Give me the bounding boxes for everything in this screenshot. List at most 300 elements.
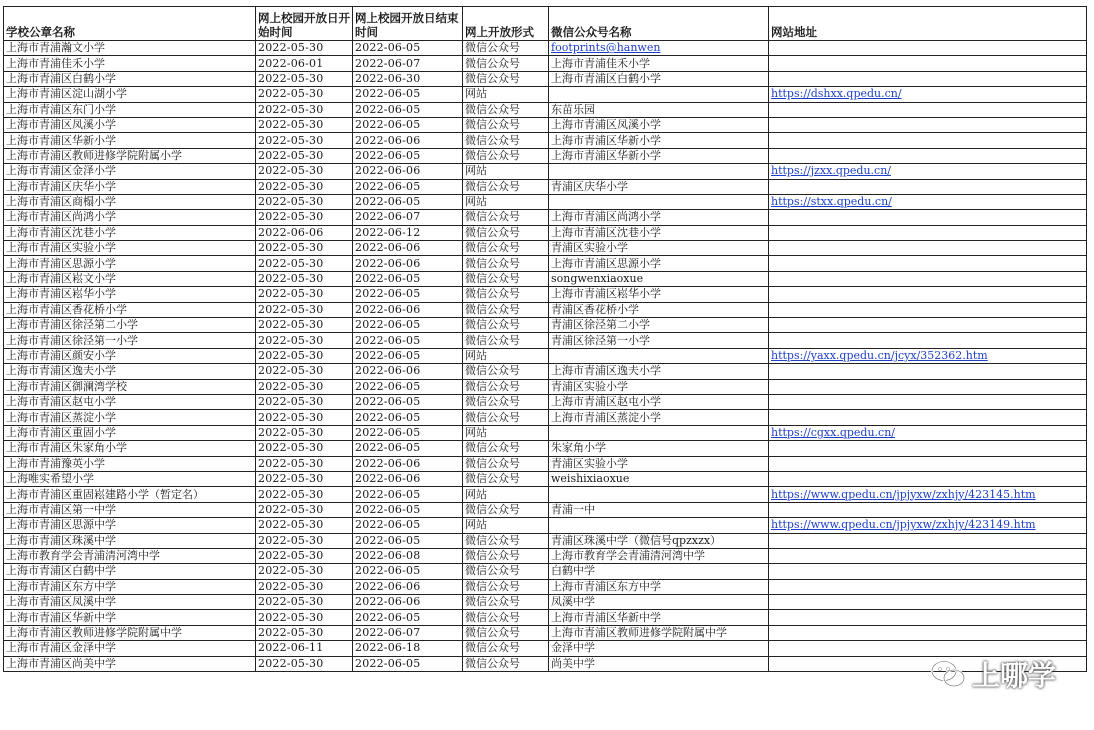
table-row: [4, 425, 1087, 440]
table-row: [4, 318, 1087, 333]
cell-school-name: 上海市青浦区珠溪中学: [4, 533, 256, 548]
cell-start-date: 2022-05-30: [256, 117, 353, 132]
cell-end-date: 2022-06-18: [353, 641, 463, 656]
cell-open-form: 微信公众号: [463, 471, 549, 486]
cell-wechat-name: 上海市教育学会青浦清河湾中学: [549, 548, 769, 563]
cell-open-form: 微信公众号: [463, 256, 549, 271]
cell-open-form: 微信公众号: [463, 271, 549, 286]
cell-start-date: 2022-06-01: [256, 56, 353, 71]
cell-end-date: 2022-06-07: [353, 56, 463, 71]
cell-wechat-name: 青浦区实验小学: [549, 241, 769, 256]
cell-end-date: 2022-06-05: [353, 533, 463, 548]
cell-school-name: 上海市青浦区凤溪小学: [4, 117, 256, 132]
cell-end-date: 2022-06-05: [353, 287, 463, 302]
cell-wechat-name: 青浦区香花桥小学: [549, 302, 769, 317]
table-row: [4, 394, 1087, 409]
cell-start-date: 2022-05-30: [256, 487, 353, 502]
cell-website: [769, 71, 1087, 86]
cell-school-name: 上海市青浦区东门小学: [4, 102, 256, 117]
table-row: [4, 56, 1087, 71]
cell-start-date: 2022-06-11: [256, 641, 353, 656]
cell-school-name: 上海市青浦区庆华小学: [4, 179, 256, 194]
cell-open-form: 微信公众号: [463, 548, 549, 563]
cell-end-date: 2022-06-06: [353, 256, 463, 271]
cell-school-name: 上海市青浦区重固崧建路小学（暂定名）: [4, 487, 256, 502]
header-wechat-name: 微信公众号名称: [549, 7, 769, 41]
cell-wechat-name: [549, 518, 769, 533]
cell-wechat-name: 白鹤中学: [549, 564, 769, 579]
cell-end-date: 2022-06-05: [353, 487, 463, 502]
cell-open-form: 微信公众号: [463, 625, 549, 640]
table-row: [4, 564, 1087, 579]
cell-open-form: 微信公众号: [463, 441, 549, 456]
cell-end-date: 2022-06-05: [353, 148, 463, 163]
cell-start-date: 2022-05-30: [256, 41, 353, 56]
cell-start-date: 2022-05-30: [256, 318, 353, 333]
cell-wechat-name: 青浦区徐泾第二小学: [549, 318, 769, 333]
cell-end-date: 2022-06-05: [353, 610, 463, 625]
cell-open-form: 网站: [463, 487, 549, 502]
cell-website: [769, 487, 1087, 502]
header-school-name: 学校公章名称: [4, 7, 256, 41]
table-row: [4, 87, 1087, 102]
cell-start-date: 2022-05-30: [256, 256, 353, 271]
cell-website: [769, 302, 1087, 317]
cell-end-date: 2022-06-06: [353, 364, 463, 379]
cell-end-date: 2022-06-05: [353, 41, 463, 56]
cell-start-date: 2022-05-30: [256, 579, 353, 594]
cell-start-date: 2022-05-30: [256, 410, 353, 425]
cell-end-date: 2022-06-30: [353, 71, 463, 86]
header-end-date: 网上校园开放日结束时间: [353, 7, 463, 41]
table-row: [4, 271, 1087, 286]
cell-school-name: 上海市青浦区商榻小学: [4, 194, 256, 209]
cell-school-name: 上海市青浦区实验小学: [4, 241, 256, 256]
cell-website: [769, 102, 1087, 117]
cell-school-name: 上海市青浦区思源中学: [4, 518, 256, 533]
cell-wechat-name: 东苗乐园: [549, 102, 769, 117]
cell-start-date: 2022-05-30: [256, 179, 353, 194]
cell-end-date: 2022-06-06: [353, 595, 463, 610]
cell-school-name: 上海市青浦区金泽中学: [4, 641, 256, 656]
cell-end-date: 2022-06-07: [353, 210, 463, 225]
cell-start-date: 2022-05-30: [256, 302, 353, 317]
cell-open-form: 网站: [463, 194, 549, 209]
cell-school-name: 上海市青浦瀚文小学: [4, 41, 256, 56]
cell-start-date: 2022-05-30: [256, 87, 353, 102]
cell-start-date: 2022-05-30: [256, 164, 353, 179]
cell-start-date: 2022-05-30: [256, 271, 353, 286]
cell-wechat-name: 上海市青浦区白鹤小学: [549, 71, 769, 86]
table-row: [4, 595, 1087, 610]
table-row: [4, 579, 1087, 594]
header-row: [4, 7, 1087, 41]
cell-wechat-name: 青浦区徐泾第一小学: [549, 333, 769, 348]
cell-wechat-name: [549, 487, 769, 502]
cell-open-form: 微信公众号: [463, 210, 549, 225]
cell-start-date: 2022-05-30: [256, 333, 353, 348]
cell-website: [769, 256, 1087, 271]
cell-end-date: 2022-06-05: [353, 379, 463, 394]
cell-wechat-name: 上海市青浦区赵屯小学: [549, 394, 769, 409]
cell-wechat-name: weishixiaoxue: [549, 471, 769, 486]
cell-open-form: 微信公众号: [463, 564, 549, 579]
cell-website: [769, 502, 1087, 517]
cell-end-date: 2022-06-12: [353, 225, 463, 240]
cell-website: [769, 471, 1087, 486]
wechat-link[interactable]: footprints@hanwen: [551, 41, 661, 55]
cell-school-name: 上海市青浦区赵屯小学: [4, 394, 256, 409]
cell-website: [769, 441, 1087, 456]
cell-open-form: 微信公众号: [463, 610, 549, 625]
cell-website: [769, 425, 1087, 440]
cell-school-name: 上海市青浦区华新小学: [4, 133, 256, 148]
cell-school-name: 上海市青浦豫英小学: [4, 456, 256, 471]
cell-website: [769, 410, 1087, 425]
cell-school-name: 上海市教育学会青浦清河湾中学: [4, 548, 256, 563]
cell-end-date: 2022-06-05: [353, 410, 463, 425]
cell-start-date: 2022-05-30: [256, 425, 353, 440]
cell-school-name: 上海市青浦区徐泾第一小学: [4, 333, 256, 348]
wechat-icon: [930, 659, 966, 689]
cell-start-date: 2022-05-30: [256, 148, 353, 163]
cell-website: [769, 364, 1087, 379]
table-row: [4, 164, 1087, 179]
cell-open-form: 网站: [463, 164, 549, 179]
cell-end-date: 2022-06-05: [353, 117, 463, 132]
cell-website: [769, 271, 1087, 286]
cell-wechat-name: 上海市青浦区华新小学: [549, 148, 769, 163]
cell-end-date: 2022-06-06: [353, 133, 463, 148]
cell-open-form: 微信公众号: [463, 41, 549, 56]
cell-wechat-name: 上海市青浦区崧华小学: [549, 287, 769, 302]
cell-website: [769, 625, 1087, 640]
cell-open-form: 微信公众号: [463, 56, 549, 71]
cell-website: [769, 241, 1087, 256]
cell-website: [769, 564, 1087, 579]
cell-end-date: 2022-06-05: [353, 102, 463, 117]
table-row: [4, 287, 1087, 302]
cell-start-date: 2022-05-30: [256, 241, 353, 256]
table-row: [4, 194, 1087, 209]
cell-start-date: 2022-05-30: [256, 656, 353, 671]
cell-wechat-name: 上海市青浦区蒸淀小学: [549, 410, 769, 425]
cell-end-date: 2022-06-05: [353, 425, 463, 440]
cell-wechat-name: 上海市青浦区思源小学: [549, 256, 769, 271]
cell-website: [769, 579, 1087, 594]
cell-school-name: 上海市青浦区崧华小学: [4, 287, 256, 302]
cell-wechat-name: 上海市青浦区沈巷小学: [549, 225, 769, 240]
cell-open-form: 微信公众号: [463, 133, 549, 148]
watermark-text: 上哪学: [971, 659, 1056, 692]
cell-school-name: 上海市青浦佳禾小学: [4, 56, 256, 71]
cell-website: [769, 56, 1087, 71]
cell-school-name: 上海市青浦区颜安小学: [4, 348, 256, 363]
cell-wechat-name: 青浦区实验小学: [549, 456, 769, 471]
cell-end-date: 2022-06-05: [353, 87, 463, 102]
cell-website: [769, 379, 1087, 394]
cell-open-form: 微信公众号: [463, 456, 549, 471]
cell-start-date: 2022-05-30: [256, 595, 353, 610]
cell-open-form: 微信公众号: [463, 71, 549, 86]
cell-open-form: 微信公众号: [463, 102, 549, 117]
table-row: [4, 256, 1087, 271]
table-row: [4, 179, 1087, 194]
table-row: [4, 502, 1087, 517]
cell-open-form: 微信公众号: [463, 379, 549, 394]
table-row: [4, 641, 1087, 656]
table-row: [4, 518, 1087, 533]
cell-school-name: 上海市青浦区第一中学: [4, 502, 256, 517]
cell-start-date: 2022-05-30: [256, 502, 353, 517]
table-row: [4, 625, 1087, 640]
website-link[interactable]: https://cgxx.qpedu.cn/: [771, 425, 896, 439]
cell-end-date: 2022-06-06: [353, 579, 463, 594]
cell-wechat-name: 青浦一中: [549, 502, 769, 517]
cell-start-date: 2022-05-30: [256, 533, 353, 548]
cell-start-date: 2022-05-30: [256, 71, 353, 86]
header-open-form: 网上开放形式: [463, 7, 549, 41]
cell-start-date: 2022-06-06: [256, 225, 353, 240]
cell-school-name: 上海市青浦区尚美中学: [4, 656, 256, 671]
table-row: [4, 241, 1087, 256]
cell-end-date: 2022-06-06: [353, 164, 463, 179]
cell-website: [769, 595, 1087, 610]
cell-website: [769, 179, 1087, 194]
table-row: [4, 225, 1087, 240]
cell-end-date: 2022-06-07: [353, 625, 463, 640]
cell-start-date: 2022-05-30: [256, 133, 353, 148]
cell-wechat-name: 金泽中学: [549, 641, 769, 656]
table-row: [4, 471, 1087, 486]
cell-school-name: 上海市青浦区徐泾第二小学: [4, 318, 256, 333]
cell-wechat-name: [549, 194, 769, 209]
cell-website: [769, 533, 1087, 548]
cell-school-name: 上海市青浦区香花桥小学: [4, 302, 256, 317]
cell-school-name: 上海市青浦区白鹤小学: [4, 71, 256, 86]
website-link[interactable]: https://dshxx.qpedu.cn/: [771, 87, 902, 101]
cell-website: [769, 333, 1087, 348]
cell-wechat-name: 上海市青浦区华新中学: [549, 610, 769, 625]
table-row: [4, 456, 1087, 471]
cell-start-date: 2022-05-30: [256, 194, 353, 209]
cell-wechat-name: 上海市青浦区华新小学: [549, 133, 769, 148]
cell-school-name: 上海市青浦区凤溪中学: [4, 595, 256, 610]
cell-wechat-name: 尚美中学: [549, 656, 769, 671]
table-row: [4, 533, 1087, 548]
website-link[interactable]: https://yaxx.qpedu.cn/jcyx/352362.htm: [771, 349, 988, 362]
website-link[interactable]: https://www.qpedu.cn/jpjyxw/zxhjy/423149.htm: [771, 518, 1036, 532]
cell-open-form: 微信公众号: [463, 641, 549, 656]
cell-school-name: 上海市青浦区教师进修学院附属小学: [4, 148, 256, 163]
table-row: [4, 410, 1087, 425]
table-row: [4, 117, 1087, 132]
cell-start-date: 2022-05-30: [256, 564, 353, 579]
cell-school-name: 上海市青浦区白鹤中学: [4, 564, 256, 579]
cell-wechat-name: 凤溪中学: [549, 595, 769, 610]
website-link[interactable]: https://stxx.qpedu.cn/: [771, 195, 892, 209]
cell-start-date: 2022-05-30: [256, 102, 353, 117]
table-row: [4, 102, 1087, 117]
cell-website: [769, 87, 1087, 102]
cell-end-date: 2022-06-08: [353, 548, 463, 563]
table-row: [4, 71, 1087, 86]
cell-open-form: 微信公众号: [463, 241, 549, 256]
cell-end-date: 2022-06-05: [353, 564, 463, 579]
cell-start-date: 2022-05-30: [256, 441, 353, 456]
cell-end-date: 2022-06-06: [353, 456, 463, 471]
cell-open-form: 网站: [463, 87, 549, 102]
cell-wechat-name: 上海市青浦区尚鸿小学: [549, 210, 769, 225]
table-row: [4, 333, 1087, 348]
cell-wechat-name: 上海市青浦佳禾小学: [549, 56, 769, 71]
cell-website: [769, 318, 1087, 333]
cell-start-date: 2022-05-30: [256, 348, 353, 363]
table-row: [4, 379, 1087, 394]
cell-school-name: 上海市青浦区金泽小学: [4, 164, 256, 179]
cell-open-form: 网站: [463, 348, 549, 363]
cell-school-name: 上海市青浦区沈巷小学: [4, 225, 256, 240]
cell-website: [769, 287, 1087, 302]
cell-end-date: 2022-06-05: [353, 271, 463, 286]
cell-website: [769, 610, 1087, 625]
cell-end-date: 2022-06-06: [353, 302, 463, 317]
cell-end-date: 2022-06-05: [353, 518, 463, 533]
cell-school-name: 上海市青浦区东方中学: [4, 579, 256, 594]
cell-start-date: 2022-05-30: [256, 456, 353, 471]
table-row: [4, 133, 1087, 148]
table-row: [4, 41, 1087, 56]
cell-start-date: 2022-05-30: [256, 287, 353, 302]
table-row: [4, 441, 1087, 456]
cell-open-form: 微信公众号: [463, 148, 549, 163]
cell-wechat-name: 上海市青浦区东方中学: [549, 579, 769, 594]
cell-end-date: 2022-06-05: [353, 348, 463, 363]
cell-school-name: 上海市青浦区思源小学: [4, 256, 256, 271]
cell-wechat-name: 上海市青浦区教师进修学院附属中学: [549, 625, 769, 640]
cell-open-form: 微信公众号: [463, 117, 549, 132]
table-row: [4, 210, 1087, 225]
cell-end-date: 2022-06-05: [353, 441, 463, 456]
cell-end-date: 2022-06-05: [353, 333, 463, 348]
cell-school-name: 上海市青浦区崧文小学: [4, 271, 256, 286]
cell-end-date: 2022-06-05: [353, 394, 463, 409]
cell-website: [769, 133, 1087, 148]
cell-website: [769, 210, 1087, 225]
cell-open-form: 微信公众号: [463, 225, 549, 240]
cell-school-name: 上海市青浦区尚鸿小学: [4, 210, 256, 225]
cell-end-date: 2022-06-05: [353, 656, 463, 671]
cell-school-name: 上海市青浦区重固小学: [4, 425, 256, 440]
table-row: [4, 348, 1087, 363]
cell-start-date: 2022-05-30: [256, 379, 353, 394]
cell-open-form: 微信公众号: [463, 287, 549, 302]
cell-wechat-name: 朱家角小学: [549, 441, 769, 456]
cell-wechat-name: [549, 348, 769, 363]
cell-school-name: 上海市青浦区朱家角小学: [4, 441, 256, 456]
cell-website: [769, 456, 1087, 471]
table-body: [4, 41, 1087, 672]
cell-start-date: 2022-05-30: [256, 471, 353, 486]
cell-school-name: 上海唯实希望小学: [4, 471, 256, 486]
cell-open-form: 微信公众号: [463, 333, 549, 348]
cell-website: [769, 194, 1087, 209]
cell-open-form: 微信公众号: [463, 579, 549, 594]
cell-end-date: 2022-06-05: [353, 502, 463, 517]
cell-wechat-name: [549, 87, 769, 102]
website-link[interactable]: https://www.qpedu.cn/jpjyxw/zxhjy/423145.htm: [771, 487, 1036, 501]
cell-website: [769, 41, 1087, 56]
cell-website: [769, 148, 1087, 163]
cell-open-form: 网站: [463, 425, 549, 440]
cell-open-form: 微信公众号: [463, 502, 549, 517]
cell-start-date: 2022-05-30: [256, 210, 353, 225]
table-row: [4, 548, 1087, 563]
cell-website: [769, 164, 1087, 179]
cell-open-form: 微信公众号: [463, 302, 549, 317]
cell-wechat-name: 上海市青浦区逸夫小学: [549, 364, 769, 379]
website-link[interactable]: https://jzxx.qpedu.cn/: [771, 164, 892, 178]
cell-school-name: 上海市青浦区教师进修学院附属中学: [4, 625, 256, 640]
cell-start-date: 2022-05-30: [256, 548, 353, 563]
cell-open-form: 微信公众号: [463, 533, 549, 548]
open-day-table: [3, 6, 1087, 672]
cell-school-name: 上海市青浦区华新中学: [4, 610, 256, 625]
cell-open-form: 微信公众号: [463, 364, 549, 379]
cell-wechat-name: 青浦区珠溪中学（微信号qpzxzx）: [549, 533, 769, 548]
table-row: [4, 610, 1087, 625]
cell-end-date: 2022-06-06: [353, 241, 463, 256]
cell-start-date: 2022-05-30: [256, 625, 353, 640]
cell-wechat-name: [549, 425, 769, 440]
cell-wechat-name: 上海市青浦区凤溪小学: [549, 117, 769, 132]
cell-website: [769, 117, 1087, 132]
table-row: [4, 148, 1087, 163]
table-row: [4, 364, 1087, 379]
cell-end-date: 2022-06-05: [353, 194, 463, 209]
cell-open-form: 微信公众号: [463, 410, 549, 425]
cell-open-form: 微信公众号: [463, 318, 549, 333]
cell-school-name: 上海市青浦区淀山湖小学: [4, 87, 256, 102]
cell-school-name: 上海市青浦区御澜湾学校: [4, 379, 256, 394]
table-row: [4, 302, 1087, 317]
header-website: 网站地址: [769, 7, 1087, 41]
cell-end-date: 2022-06-05: [353, 318, 463, 333]
header-start-date: 网上校园开放日开始时间: [256, 7, 353, 41]
cell-wechat-name: [549, 41, 769, 56]
cell-open-form: 网站: [463, 518, 549, 533]
cell-school-name: 上海市青浦区蒸淀小学: [4, 410, 256, 425]
table-row: [4, 487, 1087, 502]
cell-start-date: 2022-05-30: [256, 610, 353, 625]
cell-end-date: 2022-06-05: [353, 179, 463, 194]
cell-open-form: 微信公众号: [463, 394, 549, 409]
cell-website: [769, 348, 1087, 363]
cell-open-form: 微信公众号: [463, 179, 549, 194]
cell-open-form: 微信公众号: [463, 656, 549, 671]
table-row: [4, 656, 1087, 671]
cell-start-date: 2022-05-30: [256, 394, 353, 409]
cell-wechat-name: 青浦区实验小学: [549, 379, 769, 394]
cell-wechat-name: [549, 164, 769, 179]
cell-website: [769, 225, 1087, 240]
cell-website: [769, 394, 1087, 409]
cell-start-date: 2022-05-30: [256, 518, 353, 533]
cell-website: [769, 548, 1087, 563]
cell-open-form: 微信公众号: [463, 595, 549, 610]
cell-start-date: 2022-05-30: [256, 364, 353, 379]
cell-website: [769, 518, 1087, 533]
